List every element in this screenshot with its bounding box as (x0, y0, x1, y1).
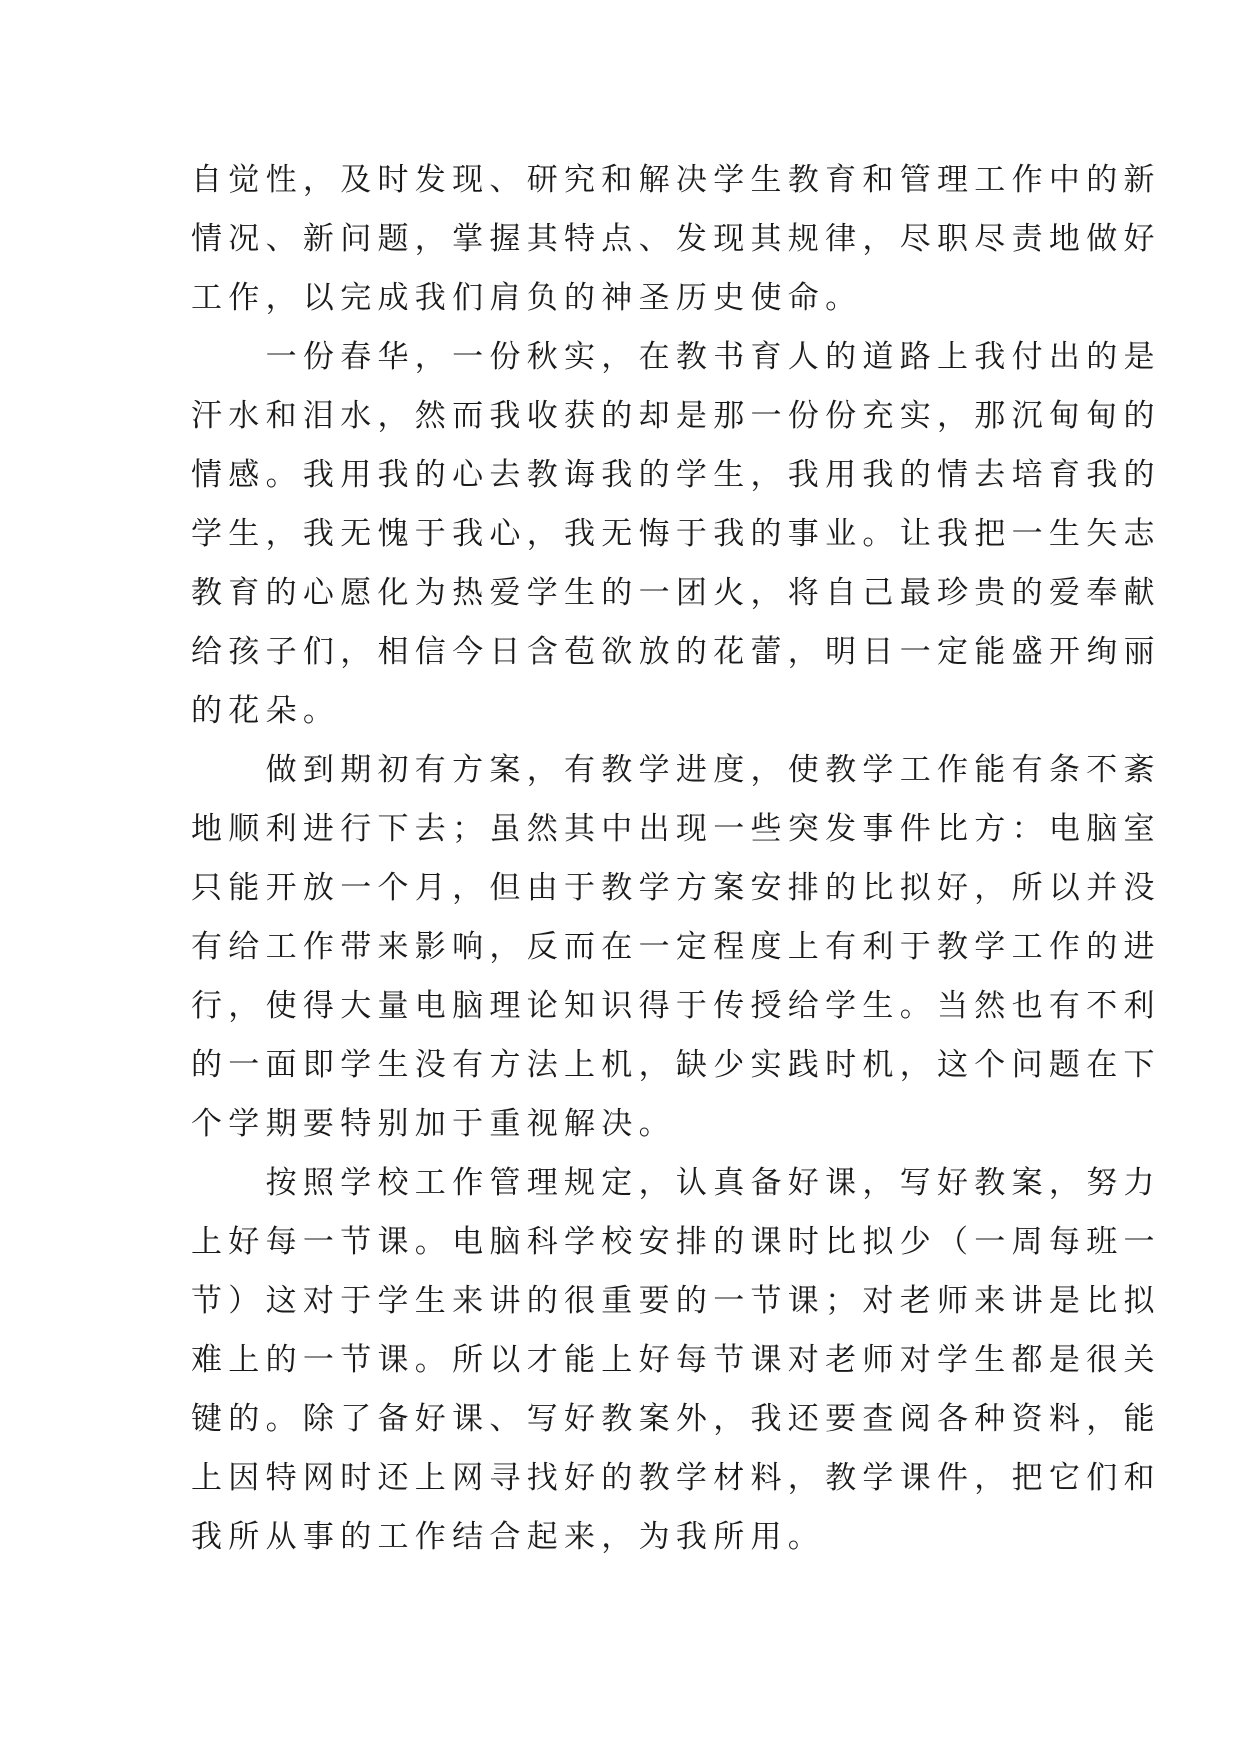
paragraph-4 (191, 1154, 1161, 1567)
text-line: 学生，我无愧于我心，我无悔于我的事业。让我把一生矢志 (191, 516, 1161, 552)
text-line: 工作，以完成我们肩负的神圣历史使命。 (191, 280, 863, 316)
paragraph-1 (191, 151, 1161, 328)
text-line: 汗水和泪水，然而我收获的却是那一份份充实，那沉甸甸的 (191, 398, 1161, 434)
text-line: 的一面即学生没有方法上机，缺少实践时机，这个问题在下 (191, 1047, 1161, 1083)
text-line: 情况、新问题，掌握其特点、发现其规律，尽职尽责地做好 (191, 221, 1161, 257)
paragraph-3 (191, 741, 1161, 1154)
text-line: 我所从事的工作结合起来，为我所用。 (191, 1519, 826, 1555)
text-line: 给孩子们，相信今日含苞欲放的花蕾，明日一定能盛开绚丽 (191, 634, 1161, 670)
text-line: 自觉性，及时发现、研究和解决学生教育和管理工作中的新 (191, 162, 1161, 198)
text-line: 一份春华，一份秋实，在教书育人的道路上我付出的是 (191, 339, 1161, 375)
text-line: 上好每一节课。电脑科学校安排的课时比拟少（一周每班一 (191, 1224, 1161, 1260)
text-line: 难上的一节课。所以才能上好每节课对老师对学生都是很关 (191, 1342, 1161, 1378)
text-line: 上因特网时还上网寻找好的教学材料，教学课件，把它们和 (191, 1460, 1161, 1496)
text-line: 的花朵。 (191, 693, 341, 729)
text-line: 地顺利进行下去；虽然其中出现一些突发事件比方：电脑室 (191, 811, 1161, 847)
text-line: 情感。我用我的心去教诲我的学生，我用我的情去培育我的 (191, 457, 1161, 493)
document-body (191, 151, 1161, 1567)
text-line: 个学期要特别加于重视解决。 (191, 1106, 676, 1142)
text-line: 只能开放一个月，但由于教学方案安排的比拟好，所以并没 (191, 870, 1161, 906)
text-line: 行，使得大量电脑理论知识得于传授给学生。当然也有不利 (191, 988, 1161, 1024)
text-line: 有给工作带来影响，反而在一定程度上有利于教学工作的进 (191, 929, 1161, 965)
text-line: 做到期初有方案，有教学进度，使教学工作能有条不紊 (191, 752, 1161, 788)
text-line: 节）这对于学生来讲的很重要的一节课；对老师来讲是比拟 (191, 1283, 1161, 1319)
text-line: 键的。除了备好课、写好教案外，我还要查阅各种资料，能 (191, 1401, 1161, 1437)
paragraph-2 (191, 328, 1161, 741)
text-line: 按照学校工作管理规定，认真备好课，写好教案，努力 (191, 1165, 1161, 1201)
text-line: 教育的心愿化为热爱学生的一团火，将自己最珍贵的爱奉献 (191, 575, 1161, 611)
